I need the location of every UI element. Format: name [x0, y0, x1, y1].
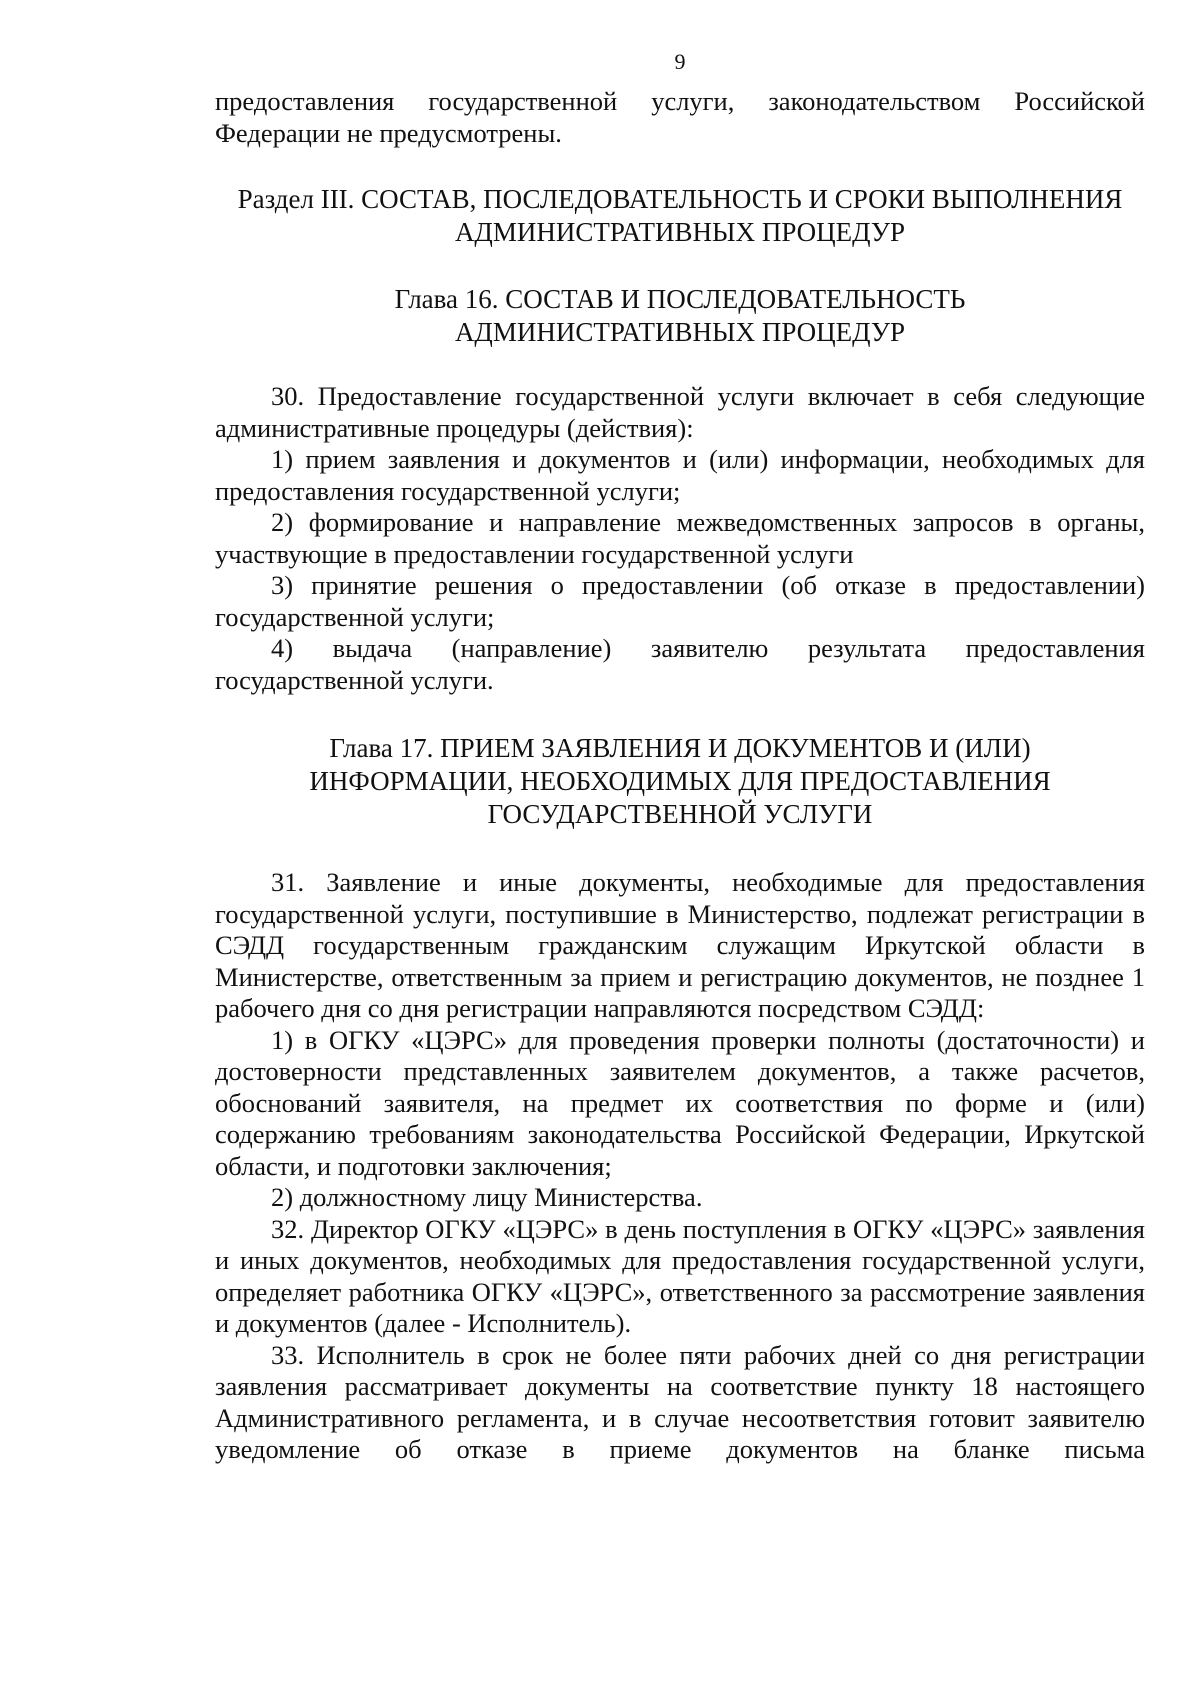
chapter-16-heading-line-1: Глава 16. СОСТАВ И ПОСЛЕДОВАТЕЛЬНОСТЬ	[394, 284, 966, 314]
section-3-heading-line-2: АДМИНИСТРАТИВНЫХ ПРОЦЕДУР	[454, 217, 906, 247]
section-3-heading	[215, 183, 1145, 249]
paragraph-30-item-2: 2) формирование и направление межведомственных запросов в органы, участвующие в предоставлении государственной услуги	[215, 507, 1145, 569]
paragraph-31-block	[215, 867, 1145, 1214]
intro-line-1: предоставления государственной услуги, законодательством Российской	[215, 86, 1145, 116]
paragraph-31-item-1: 1) в ОГКУ «ЦЭРС» для проведения проверки полноты (достаточности) и достоверности представленных заявителем документов, а также расчетов, обоснований заявителя, на предмет их соответствия по форме и (или) содержанию требованиям законодательства Российской Федерации, Иркутской области, и подготовки заключения;	[215, 1024, 1145, 1181]
chapter-17-heading-line-3: ГОСУДАРСТВЕННОЙ УСЛУГИ	[487, 799, 873, 829]
chapter-17-heading-line-2: ИНФОРМАЦИИ, НЕОБХОДИМЫХ ДЛЯ ПРЕДОСТАВЛЕНИЯ	[309, 766, 1051, 796]
paragraph-33-block	[215, 1340, 1145, 1466]
page-number: 9	[674, 49, 686, 74]
chapter-16-heading-line-2: АДМИНИСТРАТИВНЫХ ПРОЦЕДУР	[454, 317, 906, 347]
chapter-17-heading	[215, 732, 1145, 831]
section-3-heading-line-1: Раздел III. СОСТАВ, ПОСЛЕДОВАТЕЛЬНОСТЬ И СРОКИ ВЫПОЛНЕНИЯ	[237, 184, 1123, 214]
paragraph-32: 32. Директор ОГКУ «ЦЭРС» в день поступления в ОГКУ «ЦЭРС» заявления и иных документов, необходимых для предоставления государственной услуги, определяет работника ОГКУ «ЦЭРС», ответственного за рассмотрение заявления и документов (далее - Исполнитель).	[215, 1213, 1145, 1338]
paragraph-30-item-1: 1) прием заявления и документов и (или) информации, необходимых для предоставления государственной услуги;	[215, 444, 1145, 506]
document-page	[215, 48, 1145, 1466]
paragraph-30-item-4: 4) выдача (направление) заявителю результата предоставления государственной услуги.	[215, 633, 1145, 695]
intro-line-2: Федерации не предусмотрены.	[215, 117, 562, 148]
paragraph-30-item-3: 3) принятие решения о предоставлении (об отказе в предоставлении) государственной услуги;	[215, 570, 1145, 632]
intro-paragraph	[215, 86, 1145, 149]
paragraph-32-block	[215, 1214, 1145, 1340]
paragraph-31-item-2: 2) должностному лицу Министерства.	[271, 1182, 703, 1212]
paragraph-31: 31. Заявление и иные документы, необходимые для предоставления государственной услуги, поступившие в Министерство, подлежат регистрации в СЭДД государственным гражданским служащим Иркутской области в Министерстве, ответственным за прием и регистрацию документов, не позднее 1 рабочего дня со дня регистрации направляются посредством СЭДД:	[215, 867, 1145, 1023]
paragraph-33: 33. Исполнитель в срок не более пяти рабочих дней со дня регистрации заявления рассматривает документы на соответствие пункту 18 настоящего Административного регламента, и в случае несоответствия готовит заявителю уведомление об отказе в приеме документов на бланке письма	[215, 1339, 1145, 1464]
chapter-16-heading	[215, 283, 1145, 349]
chapter-17-heading-line-1: Глава 17. ПРИЕМ ЗАЯВЛЕНИЯ И ДОКУМЕНТОВ И (ИЛИ)	[329, 733, 1031, 763]
paragraph-30-block	[215, 381, 1145, 696]
paragraph-30: 30. Предоставление государственной услуги включает в себя следующие административные процедуры (действия):	[215, 381, 1145, 443]
